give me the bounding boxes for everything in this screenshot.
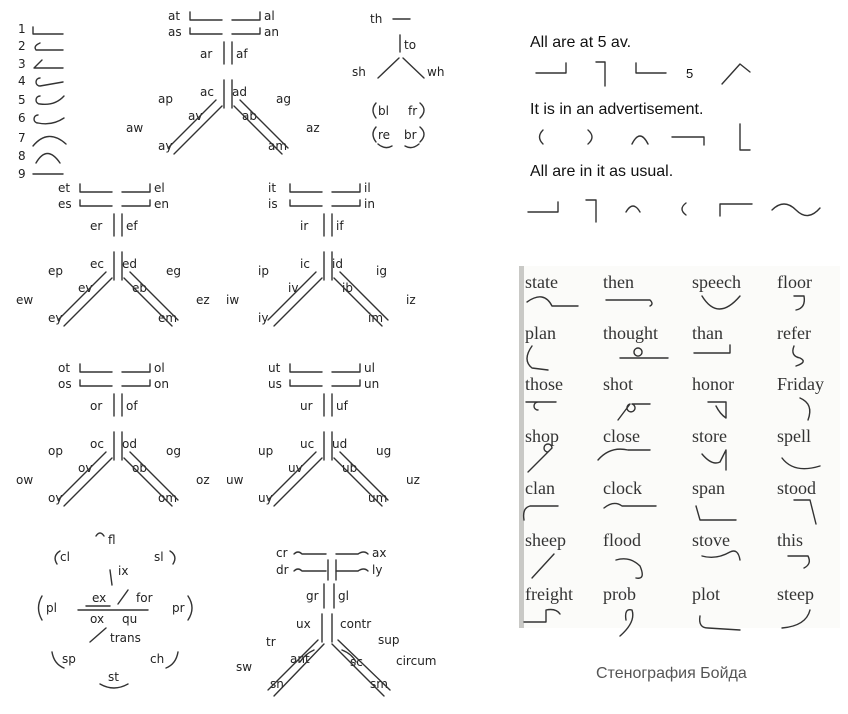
label-e-ml: er	[90, 219, 103, 233]
label-o-ml: or	[90, 399, 103, 413]
label-u-tr2: un	[364, 377, 380, 391]
label-ly: ly	[372, 563, 383, 577]
for-stroke-icon	[118, 590, 128, 604]
word-label: stove	[692, 530, 730, 550]
label-u-l2: uv	[288, 461, 303, 475]
example-3-glyph-5-icon	[720, 204, 752, 216]
label-i-cl: ic	[300, 257, 310, 271]
label-o-l3: ow	[16, 473, 34, 487]
example-number-5: 5	[686, 66, 694, 81]
re-stroke-icon	[373, 127, 376, 142]
label-gl: gl	[338, 589, 349, 603]
word-label: thought	[603, 323, 659, 343]
word-label: then	[603, 272, 634, 292]
label-sn: sn	[270, 677, 284, 691]
word-label: flood	[603, 530, 641, 550]
pl-stroke-icon	[39, 596, 43, 620]
label-a-l2: av	[188, 109, 203, 123]
label-u-r4: um	[368, 491, 388, 505]
i-tr-stroke-icon	[332, 184, 360, 192]
word-label: sheep	[525, 530, 566, 550]
example-sentence-3: All are in it as usual.	[530, 163, 674, 180]
example-2-glyph-4-icon	[672, 137, 704, 145]
compound-diagram	[236, 546, 437, 696]
example-2-glyph-5-icon	[740, 124, 750, 150]
example-1-glyph-2-icon	[596, 62, 605, 86]
a-tr2-stroke-icon	[232, 28, 260, 34]
dr-stroke-icon	[294, 569, 326, 571]
example-3-glyph-6-icon	[772, 204, 820, 216]
word-label: state	[525, 272, 558, 292]
label-i-tr2: in	[364, 197, 375, 211]
label-e-l2: ev	[78, 281, 93, 295]
br-stroke-icon	[420, 127, 424, 142]
e-middle-stroke-icon	[114, 214, 122, 236]
label-re: re	[378, 128, 391, 142]
sh-stroke-icon	[378, 58, 399, 78]
label-i-l1: ip	[258, 264, 269, 278]
i-center-stroke-icon	[324, 252, 332, 280]
label-i-l3: iw	[226, 293, 240, 307]
u-tl-stroke-icon	[290, 364, 322, 372]
example-3-glyph-1-icon	[528, 202, 558, 212]
e-center-stroke-icon	[114, 252, 122, 280]
label-sm: sm	[370, 677, 388, 691]
label-u-tl2: us	[268, 377, 282, 391]
label-o-l4: oy	[48, 491, 63, 505]
a-center-stroke-icon	[224, 80, 232, 108]
label-u-mr: uf	[336, 399, 348, 413]
example-1-glyph-5-icon	[722, 64, 750, 84]
word-label: span	[692, 478, 725, 498]
label-e-r3: ez	[196, 293, 210, 307]
label-a-r2: ab	[242, 109, 257, 123]
label-i-l4: iy	[258, 311, 269, 325]
o-tr-stroke-icon	[122, 364, 150, 372]
top-center-stroke-icon	[328, 560, 336, 580]
o-center-stroke-icon	[114, 432, 122, 460]
label-a-ml: ar	[200, 47, 213, 61]
numbered-strokes	[18, 22, 66, 181]
label-o-mr: of	[126, 399, 138, 413]
label-a-l1: ap	[158, 92, 173, 106]
label-u-l3: uw	[226, 473, 244, 487]
label-e-r2: eb	[132, 281, 147, 295]
word-label: spell	[777, 426, 811, 446]
label-gr: gr	[306, 589, 319, 603]
label-wh: wh	[427, 65, 445, 79]
fr-stroke-icon	[420, 103, 424, 118]
label-o-tr: ol	[154, 361, 165, 375]
word-label: honor	[692, 374, 734, 394]
o-tr2-stroke-icon	[122, 380, 150, 386]
label-sp: sp	[62, 652, 76, 666]
label-sup: sup	[378, 633, 400, 647]
label-o-cl: oc	[90, 437, 104, 451]
label-i-tl: it	[268, 181, 277, 195]
label-a-r3: az	[306, 121, 320, 135]
st-stroke-icon	[100, 684, 128, 688]
fl-stroke-icon	[96, 533, 104, 536]
example-2-glyph-2-icon	[588, 130, 592, 144]
label-i-r4: im	[368, 311, 384, 325]
example-2-glyph-1-icon	[540, 130, 544, 144]
stroke-number: 3	[18, 57, 26, 71]
ax-stroke-icon	[336, 552, 368, 554]
label-st: st	[108, 670, 119, 684]
label-dr: dr	[276, 563, 289, 577]
label-br: br	[404, 128, 417, 142]
label-e-cr: ed	[122, 257, 137, 271]
ix-stroke-icon	[110, 570, 112, 585]
word-label: store	[692, 426, 727, 446]
label-o-r2: ob	[132, 461, 147, 475]
ly-stroke-icon	[336, 569, 368, 571]
label-u-cr: ud	[332, 437, 348, 451]
label-a-tr2: an	[264, 25, 279, 39]
u-tr2-stroke-icon	[332, 380, 360, 386]
i-tl2-stroke-icon	[290, 200, 322, 206]
label-o-r3: oz	[196, 473, 210, 487]
label-a-l4: ay	[158, 139, 173, 153]
ch-stroke-icon	[166, 652, 178, 668]
label-u-ml: ur	[300, 399, 313, 413]
stroke-number: 7	[18, 131, 26, 145]
a-tl-stroke-icon	[190, 12, 222, 20]
label-qu: qu	[122, 612, 138, 626]
sl-stroke-icon	[170, 551, 175, 564]
label-cl: cl	[60, 550, 70, 564]
label-a-l3: aw	[126, 121, 144, 135]
label-ax: ax	[372, 546, 387, 560]
o-tl-stroke-icon	[80, 364, 112, 372]
label-ox: ox	[90, 612, 105, 626]
label-for: for	[136, 591, 153, 605]
label-ix: ix	[118, 564, 129, 578]
caption: Стенография Бойда	[596, 665, 747, 682]
label-circum: circum	[396, 654, 437, 668]
blends-circle-diagram	[39, 533, 193, 688]
word-label: prob	[603, 584, 636, 604]
th-diagram	[352, 12, 444, 148]
example-3-glyph-2-icon	[586, 200, 596, 222]
e-tl2-stroke-icon	[80, 200, 112, 206]
label-o-r1: og	[166, 444, 181, 458]
label-u-r2: ub	[342, 461, 358, 475]
label-a-tr: al	[264, 9, 275, 23]
label-u-tr: ul	[364, 361, 375, 375]
label-i-tr: il	[364, 181, 371, 195]
word-label: Friday	[777, 374, 824, 394]
label-e-tl: et	[58, 181, 71, 195]
stroke-7-icon	[33, 136, 66, 146]
label-a-tl: at	[168, 9, 181, 23]
label-e-mr: ef	[126, 219, 138, 233]
stroke-6-icon	[34, 115, 64, 124]
e-tr-stroke-icon	[122, 184, 150, 192]
example-1-glyph-1-icon	[536, 63, 566, 73]
a-tl2-stroke-icon	[190, 28, 222, 34]
word-label: steep	[777, 584, 814, 604]
label-a-mr: af	[236, 47, 248, 61]
word-label: shot	[603, 374, 634, 394]
label-a-r1: ag	[276, 92, 291, 106]
word-label: close	[603, 426, 640, 446]
label-o-tr2: on	[154, 377, 169, 391]
stroke-5-icon	[36, 96, 64, 104]
label-i-r1: ig	[376, 264, 387, 278]
stroke-number: 1	[18, 22, 26, 36]
stroke-4-icon	[36, 78, 63, 86]
word-label: those	[525, 374, 563, 394]
vowel-u-diagram	[226, 361, 420, 506]
pr-stroke-icon	[188, 596, 192, 620]
stroke-8-icon	[36, 154, 60, 164]
vowel-o-diagram	[16, 361, 210, 506]
br-tail-icon	[405, 144, 419, 148]
word-label: than	[692, 323, 723, 343]
example-2-glyph-3-icon	[632, 136, 648, 144]
label-a-cr: ad	[232, 85, 247, 99]
label-bl: bl	[378, 104, 389, 118]
label-ant: ant	[290, 652, 310, 666]
label-e-r1: eg	[166, 264, 181, 278]
a-tr-stroke-icon	[232, 12, 260, 20]
word-label: this	[777, 530, 804, 550]
label-u-r1: ug	[376, 444, 392, 458]
label-i-r2: ib	[342, 281, 353, 295]
example-1-glyph-3-icon	[636, 63, 666, 73]
label-a-r4: am	[268, 139, 288, 153]
o-middle-stroke-icon	[114, 394, 122, 416]
re-tail-icon	[378, 144, 392, 148]
vowel-i-diagram	[226, 181, 416, 326]
label-tr: tr	[266, 635, 276, 649]
word-label: shop	[525, 426, 560, 446]
label-fl: fl	[108, 533, 116, 547]
cr-stroke-icon	[294, 552, 326, 554]
label-to: to	[404, 38, 417, 52]
label-a-tl2: as	[168, 25, 182, 39]
label-i-mr: if	[336, 219, 344, 233]
label-ux: ux	[296, 617, 311, 631]
e-tr2-stroke-icon	[122, 200, 150, 206]
label-pl: pl	[46, 601, 57, 615]
label-u-tl: ut	[268, 361, 281, 375]
label-o-r4: om	[158, 491, 178, 505]
label-ch: ch	[150, 652, 165, 666]
label-i-l2: iv	[288, 281, 299, 295]
stroke-number: 6	[18, 111, 26, 125]
stroke-2-icon	[35, 43, 63, 50]
label-u-r3: uz	[406, 473, 420, 487]
label-ex: ex	[92, 591, 107, 605]
vowel-e-diagram	[16, 181, 210, 326]
word-label: floor	[777, 272, 812, 292]
u-middle-stroke-icon	[324, 394, 332, 416]
label-cr: cr	[276, 546, 288, 560]
label-pr: pr	[172, 601, 185, 615]
label-o-cr: od	[122, 437, 137, 451]
word-label: speech	[692, 272, 741, 292]
label-u-l4: uy	[258, 491, 273, 505]
label-i-ml: ir	[300, 219, 309, 233]
word-panel-background	[519, 266, 840, 628]
i-middle-stroke-icon	[324, 214, 332, 236]
word-label: refer	[777, 323, 811, 343]
stroke-number: 2	[18, 39, 26, 53]
label-e-tr: el	[154, 181, 165, 195]
label-sw: sw	[236, 660, 253, 674]
example-3-glyph-4-icon	[682, 203, 686, 215]
o-tl2-stroke-icon	[80, 380, 112, 386]
label-a-cl: ac	[200, 85, 214, 99]
stroke-3-icon	[34, 60, 63, 68]
stroke-number: 5	[18, 93, 26, 107]
label-contr: contr	[340, 617, 372, 631]
example-sentence-1: All are at 5 av.	[530, 34, 632, 51]
label-fr: fr	[408, 104, 418, 118]
word-label: clan	[525, 478, 555, 498]
stroke-number: 4	[18, 74, 26, 88]
label-o-l1: op	[48, 444, 63, 458]
label-e-l1: ep	[48, 264, 63, 278]
i-tl-stroke-icon	[290, 184, 322, 192]
label-u-cl: uc	[300, 437, 315, 451]
example-sentence-2: It is in an advertisement.	[530, 101, 704, 118]
word-label: freight	[525, 584, 573, 604]
label-o-l2: ov	[78, 461, 93, 475]
wh-stroke-icon	[403, 58, 424, 78]
u-tr-stroke-icon	[332, 364, 360, 372]
u-tl2-stroke-icon	[290, 380, 322, 386]
stroke-1-icon	[33, 27, 63, 34]
label-e-l3: ew	[16, 293, 34, 307]
label-i-cr: id	[332, 257, 343, 271]
label-e-cl: ec	[90, 257, 104, 271]
stroke-number: 9	[18, 167, 26, 181]
label-u-l1: up	[258, 444, 274, 458]
label-e-l4: ey	[48, 311, 63, 325]
label-th: th	[370, 12, 383, 26]
trans-stroke-icon	[90, 628, 106, 642]
examples	[528, 34, 820, 222]
word-label: stood	[777, 478, 817, 498]
vowel-a-diagram	[126, 9, 320, 154]
label-o-tl2: os	[58, 377, 72, 391]
label-e-tr2: en	[154, 197, 169, 211]
label-o-tl: ot	[58, 361, 71, 375]
i-tr2-stroke-icon	[332, 200, 360, 206]
label-sh: sh	[352, 65, 366, 79]
label-trans: trans	[110, 631, 141, 645]
label-i-r3: iz	[406, 293, 416, 307]
e-tl-stroke-icon	[80, 184, 112, 192]
label-i-tl2: is	[268, 197, 278, 211]
example-3-glyph-3-icon	[626, 206, 640, 212]
label-sc: sc	[350, 655, 363, 669]
word-panel-edge	[519, 266, 524, 628]
word-label: plan	[525, 323, 556, 343]
a-middle-stroke-icon	[224, 42, 232, 64]
label-e-r4: em	[158, 311, 178, 325]
bl-stroke-icon	[373, 103, 376, 118]
label-e-tl2: es	[58, 197, 72, 211]
word-label: plot	[692, 584, 721, 604]
word-label: clock	[603, 478, 642, 498]
stroke-number: 8	[18, 149, 26, 163]
u-center-stroke-icon	[324, 432, 332, 460]
label-sl: sl	[154, 550, 164, 564]
